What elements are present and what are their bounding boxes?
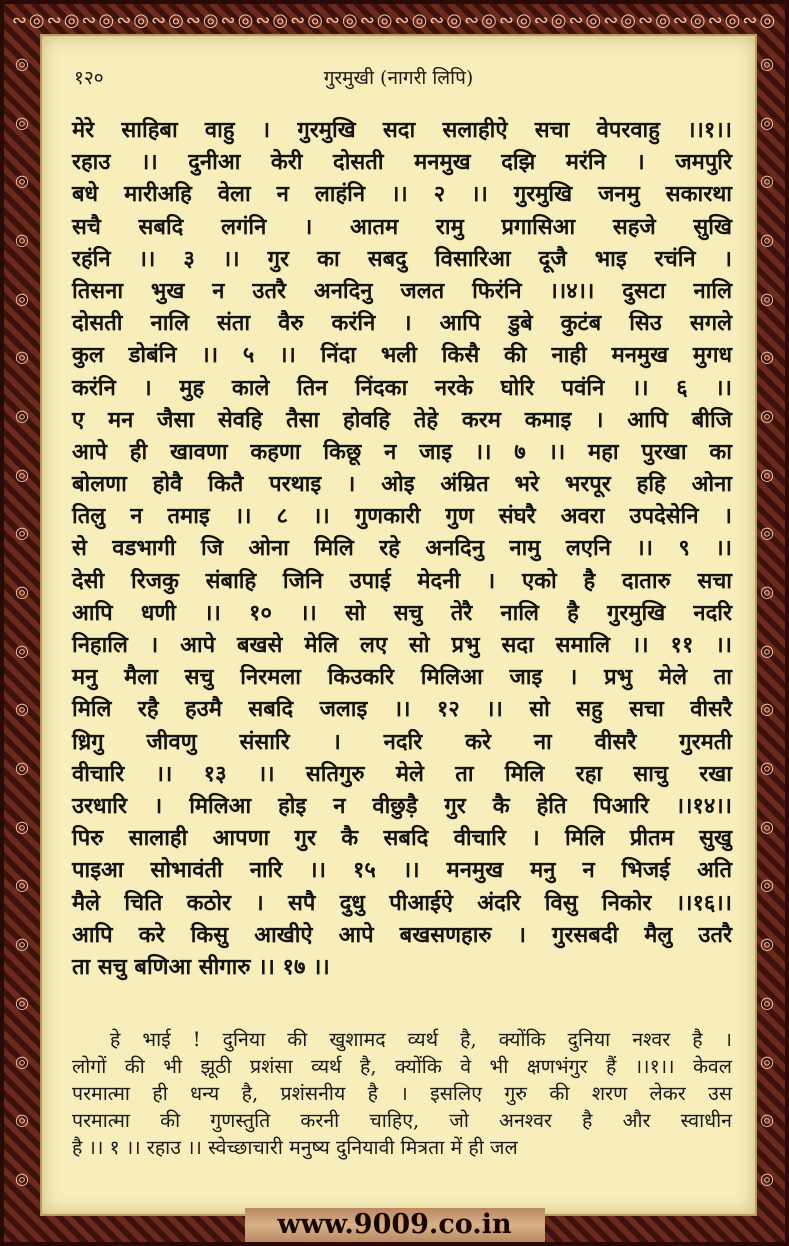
commentary-line: हे भाई ! दुनिया की खुशामद व्यर्थ है, क्योंकि दुनिया नश्वर है । [110,1028,732,1051]
verse-line: तिसना भुख न उतरै अनदिनु जलत फिरंनि ।।४।। दुसटा नालि [72,277,732,304]
verse-line: उरधारि । मिलिआ होइ न वीछुड़ै गुर कै हेति पिआरि ।।१४।। [72,792,732,819]
verse-line: आपि धणी ।। १० ।। सो सचु तेरै नालि है गुरमुखि नदरि [72,599,732,626]
verse-line: बधे मारीअहि वेला न लाहंनि ।। २ ।। गुरमुखि जनमु सकारथा [72,181,732,208]
verse-line: मनु मैला सचु निरमला किउकरि मिलिआ जाइ । प्रभु मेले ता [72,664,732,691]
right-ornament-border: ◎ ◎ ◎ ◎ ◎ ◎ ◎ ◎ ◎ ◎ ◎ ◎ ◎ ◎ ◎ ◎ ◎ ◎ ◎ ◎ [760,53,774,1188]
commentary-line: परमात्मा ही धन्य है, प्रशंसनीय है । इसलिए गुरु की शरण लेकर उस [72,1082,732,1105]
verse-line: सचै सबदि लगंनि । आतम रामु प्रगासिआ सहजे सुखि [72,213,732,240]
page-header [42,64,755,94]
verse-line: बोलणा होवै कितै परथाइ । ओइ अंम्रित भरे भरपूर हहि ओना [72,471,732,498]
verse-line: रहंनि ।। ३ ।। गुर का सबदु विसारिआ दूजै भाइ रचंनि । [72,245,732,272]
website-url-footer: www.9009.co.in [245,1208,545,1242]
verse-line: ता सचु बणिआ सीगारु ।। १७ ।। [72,953,330,980]
verse-line: आपि करे किसु आखीऐ आपे बखसणहारु । गुरसबदी मैलु उतरै [72,921,732,948]
verse-line: मेरे साहिबा वाहु । गुरमुखि सदा सलाहीऐ सचा वेपरवाहु ।।१।। [72,117,732,143]
page-paper [40,34,757,1216]
page-number: १२० [74,67,104,89]
commentary-block [72,1026,732,1161]
verse-line: ध्रिगु जीवणु संसारि । नदरि करे ना वीसरै गुरमती [72,728,732,755]
verse-line: मैले चिति कठोर । सपै दुधु पीआईऐ अंदरि विसु निकोर ।।१६।। [72,889,732,916]
verse-line: कुल डोबंनि ।। ५ ।। निंदा भली किसै की नाही मनमुख मुगध [72,342,732,369]
verse-line: तिलु न तमाइ ।। ८ ।। गुणकारी गुण संघरै अवरा उपदेसेनि । [72,503,732,530]
verse-line: पाइआ सोभावंती नारि ।। १५ ।। मनमुख मनु न भिजई अति [72,857,732,884]
verse-line: दोसती नालि संता वैरु करंनि । आपि डुबे कुटंब सिउ सगले [72,310,732,337]
verse-line: निहालि । आपे बखसे मेलि लए सो प्रभु सदा समालि ।। ११ ।। [72,632,732,658]
verse-line: देसी रिजकु संबाहि जिनि उपाई मेदनी । एको है दातारु सचा [72,567,732,594]
top-ornament-border: ∾◎∾◎∾◎∾◎∾◎∾◎∾◎∾◎∾◎∾◎∾◎∾◎∾◎∾◎∾◎∾◎∾◎∾◎∾◎∾◎∾◎∾◎ [11,10,778,31]
verse-line: पिरु सालाही आपणा गुर कै सबदि वीचारि । मिलि प्रीतम सुखु [72,825,732,852]
verse-line: वीचारि ।। १३ ।। सतिगुरु मेले ता मिलि रहा साचु रखा [72,760,732,787]
verse-line: से वडभागी जि ओना मिलि रहे अनदिनु नामु लएनि ।। ९ ।। [72,535,732,562]
verse-line: आपे ही खावणा कहणा किछू न जाइ ।। ७ ।। महा पुरखा का [72,438,732,465]
verse-line: मिलि रहै हउमै सबदि जलाइ ।। १२ ।। सो सहु सचा वीसरै [72,696,732,723]
verse-line: ए मन जैसा सेवहि तैसा होवहि तेहे करम कमाइ । आपि बीजि [72,406,732,433]
commentary-line: परमात्मा की गुणस्तुति करनी चाहिए, जो अनश्वर है और स्वाधीन [72,1109,732,1132]
verse-line: रहाउ ।। दुनीआ केरी दोसती मनमुख दझि मरंनि । जमपुरि [72,149,732,176]
commentary-line: है ।। १ ।। रहाउ ।। स्वेच्छाचारी मनुष्य दुनियावी मित्रता में ही जल [72,1136,518,1159]
commentary-line: लोगों की भी झूठी प्रशंसा व्यर्थ है, क्योंकि वे भी क्षणभंगुर हैं ।।१।। केवल [72,1055,732,1078]
page-title: गुरमुखी (नागरी लिपि) [323,67,474,89]
verse-line: करंनि । मुह काले तिन निंदका नरके घोरि पवंनि ।। ६ ।। [72,374,732,401]
left-ornament-border: ◎ ◎ ◎ ◎ ◎ ◎ ◎ ◎ ◎ ◎ ◎ ◎ ◎ ◎ ◎ ◎ ◎ ◎ ◎ ◎ [15,53,29,1188]
scripture-verse-block [72,114,732,983]
